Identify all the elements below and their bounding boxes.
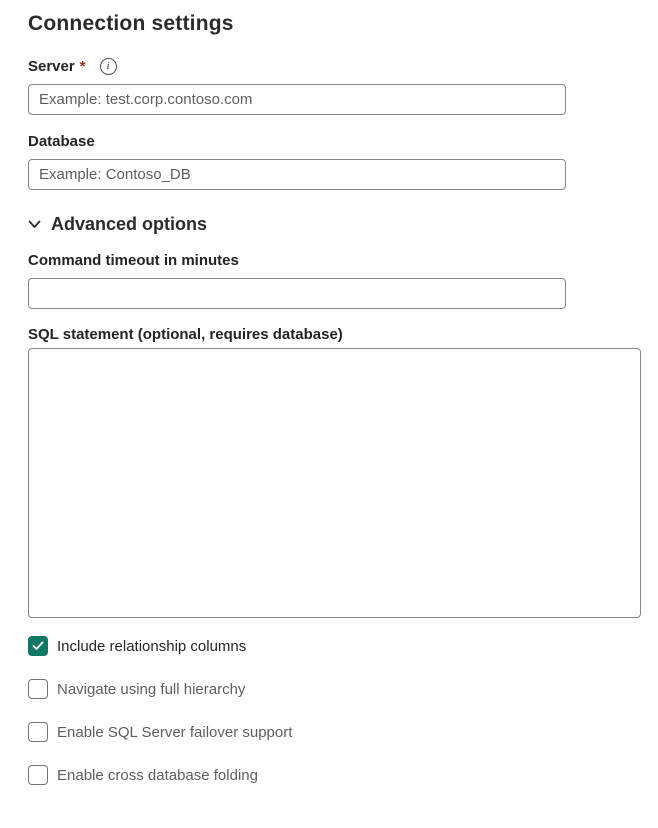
- checkbox-cross-database-folding[interactable]: [28, 765, 641, 785]
- info-icon[interactable]: i: [100, 58, 117, 75]
- server-label: Server: [28, 58, 75, 75]
- checkbox-navigate-full-hierarchy[interactable]: [28, 679, 641, 699]
- checkbox-box: [28, 679, 48, 699]
- advanced-checkbox-list: [28, 636, 641, 785]
- required-asterisk: *: [79, 58, 86, 75]
- server-field-group: [28, 58, 641, 115]
- checkbox-label: Enable cross database folding: [57, 766, 258, 784]
- chevron-down-icon: [28, 220, 41, 229]
- sql-statement-textarea[interactable]: [28, 348, 641, 618]
- sql-statement-label: SQL statement (optional, requires database): [28, 326, 343, 343]
- checkbox-include-relationship-columns[interactable]: [28, 636, 641, 656]
- database-label: Database: [28, 133, 95, 150]
- checkbox-box: [28, 765, 48, 785]
- command-timeout-label: Command timeout in minutes: [28, 252, 239, 269]
- checkmark-icon: [32, 641, 44, 651]
- checkbox-sql-failover-support[interactable]: [28, 722, 641, 742]
- sql-statement-field-group: [28, 326, 641, 618]
- server-input[interactable]: [28, 84, 566, 115]
- page-title: Connection settings: [28, 12, 234, 35]
- checkbox-label: Include relationship columns: [57, 637, 247, 655]
- checkbox-box: [28, 722, 48, 742]
- command-timeout-field-group: [28, 252, 641, 309]
- checkbox-box: [28, 636, 48, 656]
- advanced-options-toggle[interactable]: [28, 214, 641, 235]
- checkbox-label: Navigate using full hierarchy: [57, 680, 246, 698]
- database-input[interactable]: [28, 159, 566, 190]
- advanced-options-title: Advanced options: [51, 214, 208, 234]
- database-field-group: [28, 133, 641, 190]
- command-timeout-input[interactable]: [28, 278, 566, 309]
- checkbox-label: Enable SQL Server failover support: [57, 723, 293, 741]
